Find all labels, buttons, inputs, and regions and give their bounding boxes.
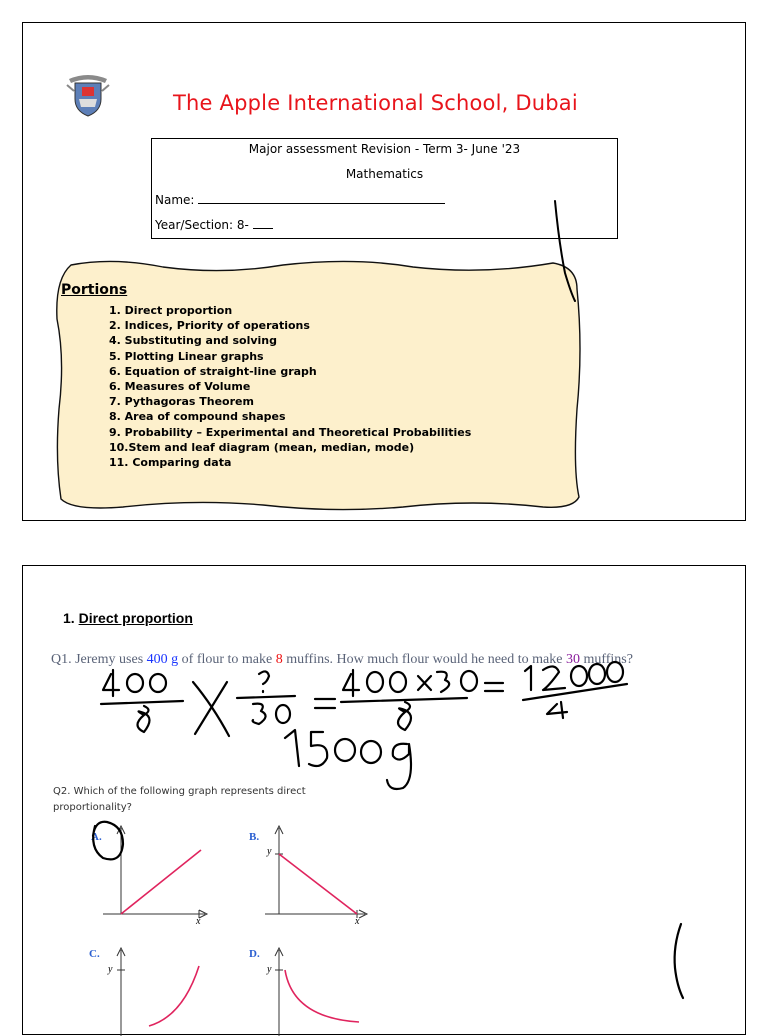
list-item: 5. Plotting Linear graphs <box>109 349 264 363</box>
graph-d-curve <box>285 970 359 1022</box>
portions-title: Portions <box>61 282 128 298</box>
graph-c <box>117 948 125 1036</box>
graph-b-x-label: x <box>355 916 360 927</box>
q1-text-end: muffins? <box>579 652 633 667</box>
cover-page <box>22 22 746 521</box>
question-2: Q2. Which of the following graph represents direct proportionality? <box>53 786 306 813</box>
list-item: 2. Indices, Priority of operations <box>109 319 310 333</box>
graph-a-line <box>121 850 201 914</box>
q2-graphs <box>23 566 747 1036</box>
list-item: 6. Measures of Volume <box>109 380 251 394</box>
school-name-title: The Apple International School, Dubai <box>173 91 578 115</box>
graph-b-line <box>279 854 357 914</box>
q1-text-mid2: muffins. How much flour would he need to make <box>282 652 566 667</box>
graph-c-label[interactable]: C. <box>89 948 100 960</box>
graph-d-label[interactable]: D. <box>249 948 260 960</box>
list-item: 6. Equation of straight-line graph <box>109 364 317 378</box>
graph-b-y-label: y <box>267 846 272 857</box>
stray-ink-stroke <box>675 924 683 998</box>
assessment-title: Major assessment Revision - Term 3- June '23 <box>248 142 521 156</box>
q1-muffins-given: 8 <box>275 652 283 667</box>
list-item: 1. Direct proportion <box>109 304 233 317</box>
list-item: 10.Stem and leaf diagram (mean, median, mode) <box>109 440 415 454</box>
graph-d <box>275 948 283 1036</box>
name-label: Name: <box>155 193 195 207</box>
answer-circle-stroke <box>93 822 123 860</box>
list-item: 11. Comparing data <box>109 456 232 470</box>
q1-text-mid: of flour to make <box>178 652 276 667</box>
section-number: 1. <box>63 610 75 626</box>
list-item: 4. Substituting and solving <box>109 334 277 348</box>
graph-a <box>103 826 207 918</box>
section-title: Direct proportion <box>78 610 193 626</box>
q1-muffins-target: 30 <box>565 652 580 667</box>
list-item: 9. Probability – Experimental and Theoretical Probabilities <box>109 425 472 439</box>
subject-label: Mathematics <box>345 167 424 181</box>
q1-text-start: Q1. Jeremy uses <box>51 652 147 667</box>
graph-d-y-label: y <box>267 964 272 975</box>
graph-c-y-label: y <box>108 964 113 975</box>
list-item: 8. Area of compound shapes <box>109 410 286 424</box>
graph-c-curve <box>149 966 199 1026</box>
list-item: 7. Pythagoras Theorem <box>109 395 254 409</box>
graph-b <box>265 826 367 918</box>
question-page <box>22 565 746 1035</box>
graph-b-label[interactable]: B. <box>249 831 260 843</box>
graph-a-x-label: x <box>196 916 201 927</box>
handwritten-bracket-stroke <box>23 23 747 522</box>
q1-flour-amount: 400 g <box>146 652 179 667</box>
graph-a-label[interactable]: A. <box>91 831 102 843</box>
year-section-label: Year/Section: 8- <box>155 218 249 232</box>
